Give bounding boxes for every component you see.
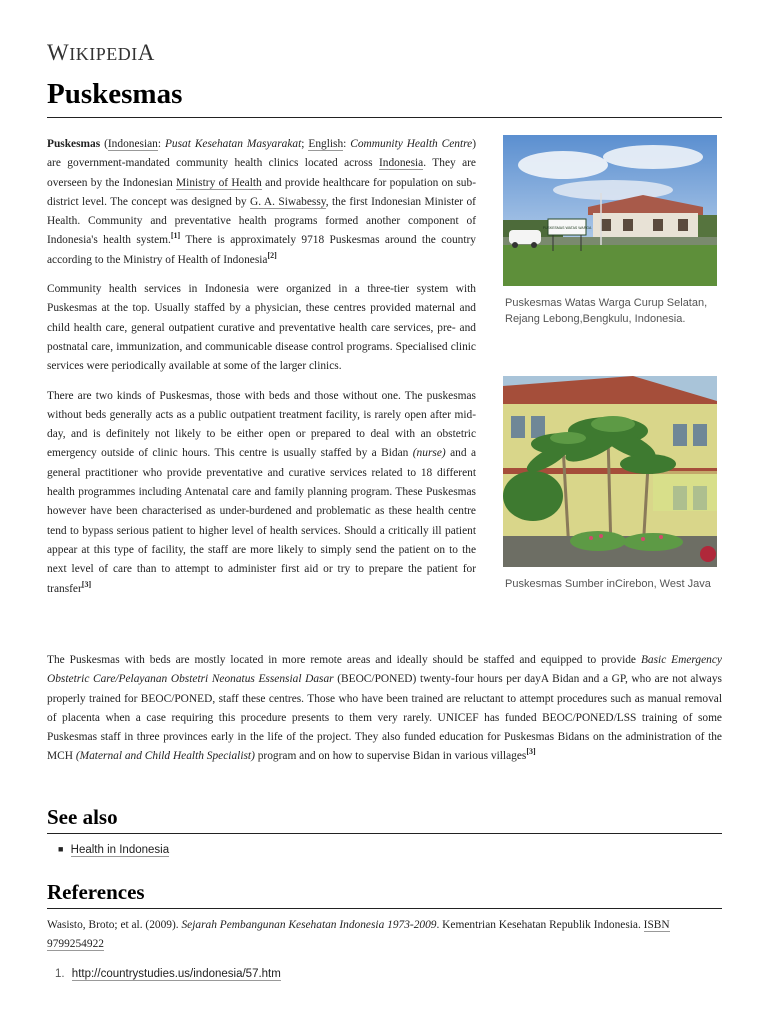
title-divider	[47, 117, 722, 118]
link-ministry-of-health[interactable]: Ministry of Health	[176, 176, 262, 189]
photo-puskesmas-sumber[interactable]	[503, 376, 717, 567]
link-indonesia[interactable]: Indonesia	[378, 157, 424, 170]
references-heading: References	[47, 880, 145, 904]
reference-url[interactable]: http://countrystudies.us/indonesia/57.htm	[71, 968, 281, 980]
ref-3-second[interactable]: [3]	[526, 747, 536, 757]
reference-number: 1.	[55, 968, 65, 980]
see-also-list	[58, 844, 169, 856]
see-also-heading: See also	[47, 805, 118, 829]
paragraph-four: The Puskesmas with beds are mostly located in more remote areas and ideally should be staffed and equipped to provide Basic Emergency Obstetric Care/Pelayanan Obstetri Neonatus Essensial Dasar (BEOC/PONED) twenty-four hours per dayA Bidan and a GP, who are not always properly trained for BEOC/PONED, staff these centres. Those who have been trained are reluctant to attempt procedures such as manual removal of placenta when a case requiring this procedure presents to them very rarely. UNICEF has funded BEOC/PONED/LSS training of some Puskesmas staff in three provinces early in the life of the project. They also funded education for Puskesmas Bidans on the administration of the MCH (Maternal and Child Health Specialist) program and on how to supervise Bidan in various villages[3]	[47, 654, 722, 763]
references-divider	[47, 908, 722, 909]
link-siwabessy[interactable]: G. A. Siwabessy	[250, 195, 326, 208]
reference-citation: Wasisto, Broto; et al. (2009). Sejarah Pembangunan Kesehatan Indonesia 1973-2009. Kementrian Kesehatan Republik Indonesia. ISBN 9799254922	[47, 919, 670, 951]
link-indonesian-language[interactable]: Indonesian	[107, 138, 158, 150]
article-body-wide	[47, 651, 722, 777]
figure-caption-2: Puskesmas Sumber inCirebon, West Java	[505, 578, 711, 590]
wikipedia-logo[interactable]: WIKIPEDIA	[47, 40, 155, 65]
figure-sumber	[503, 376, 717, 592]
isbn-number[interactable]: 9799254922	[47, 938, 104, 951]
article-intro	[47, 135, 476, 609]
see-also-divider	[47, 833, 722, 834]
photo-puskesmas-watas-warga[interactable]	[503, 135, 717, 286]
bullet-icon: ■	[58, 844, 64, 854]
figure-watas-warga	[503, 135, 717, 327]
ref-1[interactable]: [1]	[170, 231, 181, 241]
link-english-language[interactable]: English	[308, 138, 344, 150]
ref-3[interactable]: [3]	[81, 579, 92, 589]
link-health-in-indonesia[interactable]: Health in Indonesia	[70, 844, 170, 856]
photo-sign-text: PUSKESMAS WATAS WARGA	[542, 226, 592, 230]
paragraph-two: Community health services in Indonesia were organized in a three-tier system with Puskesmas at the top. Usually staffed by a physician, these centres provided maternal and child health care, general outpatient curative and preventative health care services, pre- and postnatal care, immunization, and communicable disease control programs. Specialised clinic services were periodically available at some of the larger clinics.	[47, 283, 476, 373]
figure-caption-1: Puskesmas Watas Warga Curup Selatan, Rejang Lebong,Bengkulu, Indonesia.	[505, 297, 708, 325]
isbn-label[interactable]: ISBN	[643, 919, 670, 931]
lead-paragraph: Puskesmas (Indonesian: Pusat Kesehatan Masyarakat; English: Community Health Centre) are government-mandated community health clinics located across Indonesia. They are overseen by the Indonesian Ministry of Health and provide healthcare for population on sub-district level. The concept was designed by G. A. Siwabessy, the first Indonesian Minister of Health. Community and preventative health programs formed another component of Indonesia's health system.[1] There is approximately 9718 Puskesmas around the country according to the Ministry of Health of Indonesia[2]	[47, 138, 477, 266]
references-list	[55, 968, 281, 980]
paragraph-three: There are two kinds of Puskesmas, those with beds and those without one. The puskesmas without beds generally acts as a public outpatient treatment facility, is rarely open after mid-day, and is definitely not likely to be either open or prepared to deal with an obstetric emergency outside of clinic hours. This centre is usually staffed by a Bidan (nurse) and a general practitioner who provide preventative and curative services related to 18 different health programmes including Antenatal care and family planning program. These Puskesmas however have been characterised as under-burdened and problematic as these health centre tend to bypass serious patient to higher level of health services. Should a critically ill patient appear at this type of facility, the staff are more likely to simply send the patient on to the next level of care than to attempt to administer first aid or try to prepare the patient for transfer[3]	[47, 389, 476, 595]
page-title: Puskesmas	[47, 78, 183, 110]
ref-2[interactable]: [2]	[267, 250, 277, 260]
